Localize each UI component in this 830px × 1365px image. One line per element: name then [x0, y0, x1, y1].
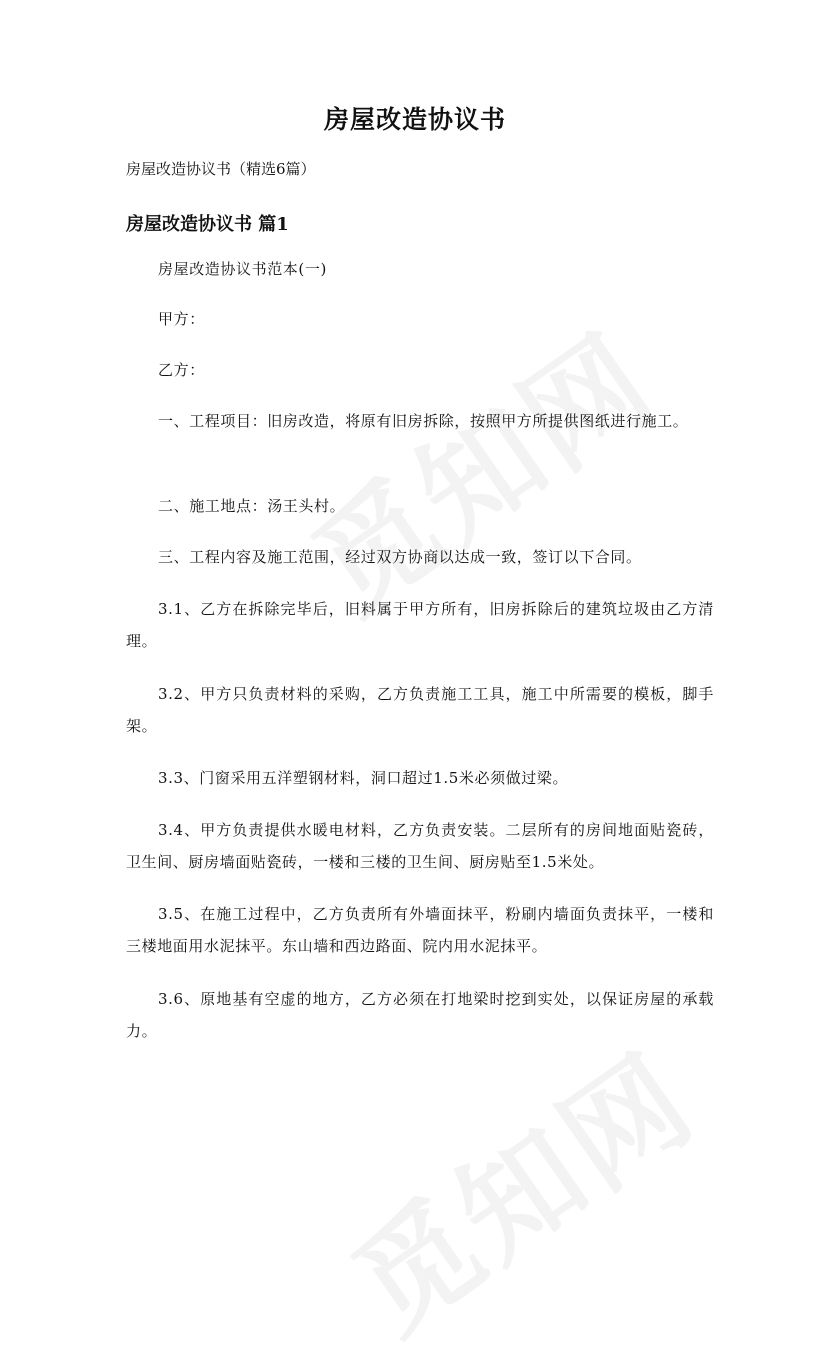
document-subtitle: 房屋改造协议书（精选6篇）	[126, 160, 316, 178]
paragraph-clause-1: 一、工程项目：旧房改造，将原有旧房拆除，按照甲方所提供图纸进行施工。	[158, 412, 689, 430]
paragraph-clause-3-6: 3.6、原地基有空虚的地方，乙方必须在打地梁时挖到实处，以保证房屋的承载力。	[126, 990, 714, 1040]
paragraph-clause-3-1: 3.1、乙方在拆除完毕后，旧料属于甲方所有，旧房拆除后的建筑垃圾由乙方清理。	[126, 600, 714, 650]
paragraph-clause-3: 三、工程内容及施工范围，经过双方协商以达成一致，签订以下合同。	[158, 548, 642, 566]
paragraph-party-a: 甲方：	[158, 310, 205, 328]
paragraph-clause-3-3: 3.3、门窗采用五洋塑钢材料，洞口超过1.5米必须做过梁。	[158, 769, 569, 787]
paragraph-clause-3-4: 3.4、甲方负责提供水暖电材料，乙方负责安装。二层所有的房间地面贴瓷砖，卫生间、厨房墙面贴瓷砖，一楼和三楼的卫生间、厨房贴至1.5米处。	[126, 821, 714, 871]
document-title: 房屋改造协议书	[323, 105, 506, 134]
watermark	[275, 287, 683, 645]
paragraph-party-b: 乙方：	[158, 361, 205, 379]
paragraph-clause-2: 二、施工地点：汤王头村。	[158, 497, 346, 515]
watermark-bottom	[315, 1007, 723, 1365]
paragraph-template-title: 房屋改造协议书范本(一)	[158, 260, 327, 278]
section-heading: 房屋改造协议书 篇1	[126, 214, 289, 235]
paragraph-clause-3-5: 3.5、在施工过程中，乙方负责所有外墙面抹平，粉刷内墙面负责抹平，一楼和三楼地面用水泥抹平。东山墙和西边路面、院内用水泥抹平。	[126, 905, 714, 955]
paragraph-clause-3-2: 3.2、甲方只负责材料的采购，乙方负责施工工具，施工中所需要的模板，脚手架。	[126, 685, 714, 735]
